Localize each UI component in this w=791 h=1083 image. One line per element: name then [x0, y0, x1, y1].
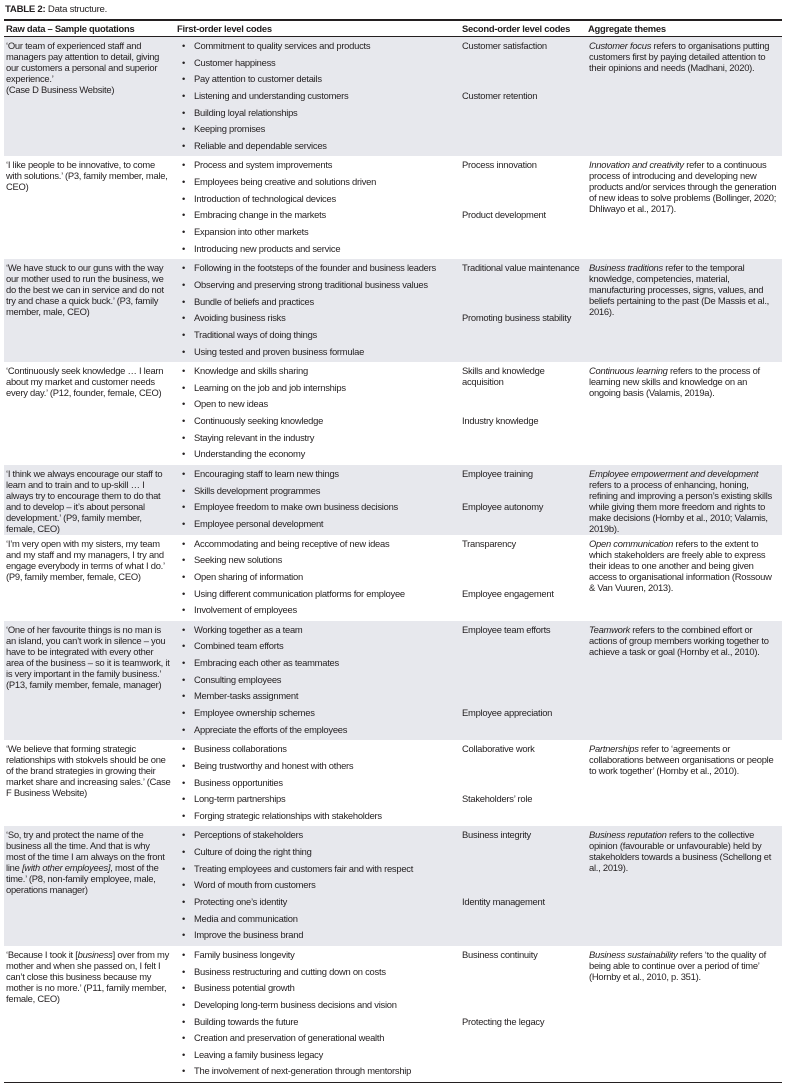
sample-quotation — [4, 39, 175, 155]
bullet-icon: • — [182, 1065, 186, 1077]
second-order-code: Employee autonomy — [462, 501, 544, 513]
aggregate-theme — [586, 828, 782, 944]
table-row — [4, 621, 782, 740]
table-row — [4, 362, 782, 465]
bullet-icon: • — [182, 657, 186, 669]
bullet-icon: • — [182, 517, 186, 529]
bullet-icon: • — [182, 278, 186, 290]
second-order-code: Traditional value maintenance — [462, 262, 580, 274]
quote-text: [with other employees] — [21, 862, 111, 874]
first-order-code — [175, 122, 460, 139]
code-label: Continuously seeking knowledge — [194, 415, 324, 427]
table-row — [4, 535, 782, 621]
first-order-code — [175, 175, 460, 192]
code-label: Commitment to quality services and products — [194, 40, 371, 51]
code-label: Traditional ways of doing things — [194, 328, 317, 340]
bullet-icon: • — [182, 312, 186, 324]
bullet-icon: • — [182, 623, 186, 635]
code-label: Customer happiness — [194, 56, 276, 68]
first-order-code — [175, 311, 460, 328]
second-order-code: Employee training — [462, 468, 533, 480]
code-label: Introduction of technological devices — [194, 192, 336, 204]
code-label: Introducing new products and service — [194, 242, 341, 254]
first-order-code — [175, 72, 460, 89]
first-order-code — [175, 139, 460, 156]
first-order-code — [175, 742, 460, 759]
bullet-icon: • — [182, 929, 186, 941]
code-label: Employee personal development — [194, 517, 324, 529]
code-label: Building towards the future — [194, 1015, 299, 1027]
header-aggregate-themes: Aggregate themes — [588, 23, 666, 34]
first-order-code — [175, 537, 460, 554]
theme-definition: refers to the combined effort or actions of group members working together to achieve a task or goal (Hornby et al., 2010). — [589, 623, 769, 657]
second-order-code: Process innovation — [462, 159, 537, 171]
first-order-code — [175, 809, 460, 826]
first-order-code — [175, 158, 460, 175]
bullet-icon: • — [182, 159, 186, 171]
first-order-code — [175, 776, 460, 793]
code-label: Understanding the economy — [194, 448, 306, 460]
bullet-icon: • — [182, 776, 186, 788]
code-label: Keeping promises — [194, 123, 266, 135]
table-row — [4, 156, 782, 259]
theme-term: Business sustainability — [589, 948, 678, 960]
code-label: Business opportunities — [194, 776, 283, 788]
code-label: Long-term partnerships — [194, 793, 286, 805]
quote-text: ‘I think we always encourage our staff to learn and to train and to up-skill … I always try to encourage them to do that and to develop – it’s about personal development.’ (P9, family member, female, CEO) — [6, 468, 163, 535]
code-label: Media and communication — [194, 912, 298, 924]
first-order-code — [175, 998, 460, 1015]
aggregate-theme — [586, 742, 782, 825]
table-caption — [5, 4, 107, 15]
quote-text: ‘I like people to be innovative, to come with solutions.’ (P3, family member, male, CEO) — [6, 159, 168, 193]
aggregate-theme — [586, 158, 782, 258]
code-label: Leaving a family business legacy — [194, 1048, 324, 1060]
first-order-code — [175, 500, 460, 517]
theme-term: Continuous learning — [589, 365, 668, 377]
aggregate-theme — [586, 948, 782, 1081]
first-order-code — [175, 706, 460, 723]
quote-text: ‘We have stuck to our guns with the way our mother used to run the business, we do the best we can in service and do not try and chase a quick buck.’ (P3, family member, male, CEO) — [6, 262, 164, 318]
bullet-icon: • — [182, 415, 186, 427]
table-row — [4, 259, 782, 362]
header-first-order: First-order level codes — [177, 23, 272, 34]
bullet-icon: • — [182, 862, 186, 874]
bullet-icon: • — [182, 176, 186, 188]
first-order-code — [175, 192, 460, 209]
bullet-icon: • — [182, 759, 186, 771]
bullet-icon: • — [182, 365, 186, 377]
quote-text: ‘Our team of experienced staff and managers pay attention to detail, giving our customers a personal and superior experience.’ — [6, 40, 160, 84]
theme-term: Business reputation — [589, 829, 667, 841]
bullet-icon: • — [182, 706, 186, 718]
table-label: TABLE 2: — [5, 4, 46, 15]
bullet-icon: • — [182, 328, 186, 340]
first-order-code — [175, 225, 460, 242]
bullet-icon: • — [182, 40, 186, 51]
first-order-code — [175, 39, 460, 56]
bullet-icon: • — [182, 398, 186, 410]
code-label: Learning on the job and job internships — [194, 381, 346, 393]
second-order-code: Product development — [462, 209, 546, 221]
code-label: Family business longevity — [194, 948, 295, 960]
first-order-code — [175, 414, 460, 431]
code-label: Reliable and dependable services — [194, 139, 327, 151]
code-label: Combined team efforts — [194, 640, 284, 652]
bullet-icon: • — [182, 948, 186, 960]
theme-term: Employee empowerment and development — [589, 468, 759, 480]
first-order-code — [175, 484, 460, 501]
code-label: Developing long-term business decisions and vision — [194, 998, 397, 1010]
code-label: Business potential growth — [194, 982, 295, 994]
second-order-code: Business integrity — [462, 829, 531, 841]
second-order-code: Business continuity — [462, 948, 538, 960]
code-label: Word of mouth from customers — [194, 879, 316, 891]
theme-term: Partnerships — [589, 743, 639, 755]
code-label: The involvement of next-generation through mentorship — [194, 1065, 412, 1077]
quote-text: ‘Because I took it [ — [6, 948, 78, 960]
code-label: Observing and preserving strong traditional business values — [194, 278, 428, 290]
code-label: Encouraging staff to learn new things — [194, 468, 339, 480]
table-body — [4, 37, 782, 1082]
first-order-code — [175, 106, 460, 123]
first-order-code — [175, 759, 460, 776]
bullet-icon: • — [182, 484, 186, 496]
first-order-code — [175, 623, 460, 640]
bullet-icon: • — [182, 912, 186, 924]
first-order-code — [175, 447, 460, 464]
table-row — [4, 826, 782, 945]
code-label: Appreciate the efforts of the employees — [194, 723, 348, 735]
theme-term: Business traditions — [589, 262, 663, 274]
bullet-icon: • — [182, 743, 186, 755]
code-label: Protecting one’s identity — [194, 896, 288, 908]
quote-text: business — [77, 948, 113, 960]
code-label: Treating employees and customers fair and with respect — [194, 862, 414, 874]
bullet-icon: • — [182, 448, 186, 460]
bullet-icon: • — [182, 262, 186, 274]
code-label: Creation and preservation of generational wealth — [194, 1032, 385, 1044]
first-order-code — [175, 517, 460, 534]
first-order-code — [175, 570, 460, 587]
bullet-icon: • — [182, 673, 186, 685]
second-order-code: Transparency — [462, 537, 516, 549]
second-order-code: Identity management — [462, 896, 545, 908]
first-order-code — [175, 981, 460, 998]
first-order-code — [175, 723, 460, 740]
header-raw-data: Raw data – Sample quotations — [6, 23, 135, 34]
code-label: Employee ownership schemes — [194, 706, 315, 718]
first-order-code — [175, 965, 460, 982]
first-order-code — [175, 397, 460, 414]
first-order-code — [175, 278, 460, 295]
table-row — [4, 946, 782, 1082]
quote-text: , most of the time.’ (P8, non-family employee, male, operations manager) — [6, 862, 159, 896]
first-order-code — [175, 261, 460, 278]
bullet-icon: • — [182, 226, 186, 238]
first-order-code — [175, 328, 460, 345]
bullet-icon: • — [182, 537, 186, 549]
second-order-code: Employee appreciation — [462, 706, 553, 718]
second-order-code: Promoting business stability — [462, 312, 572, 324]
theme-definition: refers to a process of enhancing, honing, refining and improving a person’s existing skills while giving them more freedom and rights to make decisions (Hornby et al., 2010; Valamis, 2019b). — [589, 479, 772, 535]
bullet-icon: • — [182, 554, 186, 566]
second-order-code: Customer satisfaction — [462, 40, 547, 51]
data-structure-table — [4, 19, 782, 1083]
aggregate-theme — [586, 39, 782, 155]
second-order-code: Stakeholders’ role — [462, 793, 533, 805]
code-label: Open to new ideas — [194, 398, 268, 410]
bullet-icon: • — [182, 809, 186, 821]
first-order-code — [175, 828, 460, 845]
code-label: Expansion into other markets — [194, 226, 309, 238]
first-order-code — [175, 381, 460, 398]
first-order-code — [175, 878, 460, 895]
code-label: Involvement of employees — [194, 604, 297, 616]
bullet-icon: • — [182, 56, 186, 68]
bullet-icon: • — [182, 793, 186, 805]
bullet-icon: • — [182, 879, 186, 891]
bullet-icon: • — [182, 998, 186, 1010]
first-order-code — [175, 295, 460, 312]
first-order-code — [175, 845, 460, 862]
theme-definition: refers to the process of learning new skills and knowledge on an ongoing basis (Valamis, 2019a). — [589, 365, 760, 399]
sample-quotation — [4, 158, 175, 258]
code-label: Staying relevant in the industry — [194, 431, 315, 443]
table-header — [4, 21, 782, 37]
first-order-code — [175, 689, 460, 706]
sample-quotation — [4, 537, 175, 620]
second-order-code: Industry knowledge — [462, 415, 539, 427]
bullet-icon: • — [182, 468, 186, 480]
second-order-code: Collaborative work — [462, 743, 535, 755]
first-order-code — [175, 1048, 460, 1065]
theme-definition: refers ‘to the quality of being able to continue over a period of time’ (Hornby et al., 2010, p. 351). — [589, 948, 766, 982]
first-order-code — [175, 895, 460, 912]
first-order-code — [175, 208, 460, 225]
bullet-icon: • — [182, 1015, 186, 1027]
quote-text: ] over from my mother and when she passed on, I felt I can’t close this business because my mother is no more.’ (P11, family member, female, CEO) — [6, 948, 170, 1004]
second-order-code: Customer retention — [462, 89, 538, 101]
quote-text: ‘We believe that forming strategic relationships with stokvels should be one of the brand strategies in growing their market share and increasing sales.’ (Case F Business Website) — [6, 743, 171, 799]
first-order-code — [175, 364, 460, 381]
bullet-icon: • — [182, 295, 186, 307]
aggregate-theme — [586, 364, 782, 464]
code-label: Member-tasks assignment — [194, 690, 299, 702]
bullet-icon: • — [182, 106, 186, 118]
code-label: Being trustworthy and honest with others — [194, 759, 354, 771]
second-order-code: Employee team efforts — [462, 623, 551, 635]
bullet-icon: • — [182, 846, 186, 858]
first-order-code — [175, 56, 460, 73]
theme-term: Customer focus — [589, 40, 652, 51]
bullet-icon: • — [182, 139, 186, 151]
quote-text: ‘So, try and protect the name of the business all the time. And that is why most of the time I am always on the front line — [6, 829, 165, 874]
theme-term: Open communication — [589, 537, 674, 549]
first-order-code — [175, 639, 460, 656]
theme-term: Innovation and creativity — [589, 159, 684, 171]
first-order-code — [175, 431, 460, 448]
code-label: Process and system improvements — [194, 159, 333, 171]
second-order-code: Protecting the legacy — [462, 1015, 545, 1027]
quote-text: ‘One of her favourite things is no man is an island, you can’t work in silence – you have to be integrated with every other area of the business – so it is teamwork, it is very important in the family business.’ (P13, family member, female, manager) — [6, 623, 170, 690]
bullet-icon: • — [182, 982, 186, 994]
bullet-icon: • — [182, 1048, 186, 1060]
code-label: Employees being creative and solutions driven — [194, 176, 377, 188]
theme-definition: refers to the collective opinion (favourable or unfavourable) held by stakeholders towards a business (Schellong et al., 2019). — [589, 829, 772, 874]
sample-quotation — [4, 623, 175, 739]
table-row — [4, 740, 782, 826]
table-title: Data structure. — [45, 4, 108, 15]
first-order-code — [175, 1064, 460, 1081]
first-order-code — [175, 1031, 460, 1048]
first-order-code — [175, 603, 460, 620]
code-label: Building loyal relationships — [194, 106, 298, 118]
first-order-code — [175, 862, 460, 879]
bullet-icon: • — [182, 345, 186, 357]
bullet-icon: • — [182, 89, 186, 101]
second-order-code: Skills and knowledge acquisition — [462, 365, 545, 388]
theme-definition: refer to the temporal knowledge, competencies, material, manufacturing processes, signs, values, and beliefs pertaining to the past (De Massis et al., 2016). — [589, 262, 770, 318]
theme-definition: refer to ‘agreements or collaborations between organisations or people to work together’ (Hornby et al., 2010). — [589, 743, 774, 777]
code-label: Embracing change in the markets — [194, 209, 326, 221]
quote-text: (Case D Business Website) — [6, 84, 115, 95]
bullet-icon: • — [182, 723, 186, 735]
sample-quotation — [4, 364, 175, 464]
code-label: Consulting employees — [194, 673, 282, 685]
code-label: Improve the business brand — [194, 929, 304, 941]
bullet-icon: • — [182, 242, 186, 254]
quote-text: ‘Continuously seek knowledge … I learn about my market and customer needs every day.’ (P12, founder, female, CEO) — [6, 365, 164, 399]
first-order-code — [175, 792, 460, 809]
code-label: Skills development programmes — [194, 484, 321, 496]
code-label: Pay attention to customer details — [194, 73, 322, 85]
code-label: Knowledge and skills sharing — [194, 365, 308, 377]
bullet-icon: • — [182, 209, 186, 221]
code-label: Forging strategic relationships with stakeholders — [194, 809, 382, 821]
bullet-icon: • — [182, 604, 186, 616]
bullet-icon: • — [182, 381, 186, 393]
code-label: Accommodating and being receptive of new ideas — [194, 537, 390, 549]
code-label: Avoiding business risks — [194, 312, 286, 324]
code-label: Perceptions of stakeholders — [194, 829, 303, 841]
bullet-icon: • — [182, 640, 186, 652]
code-label: Employee freedom to make own business decisions — [194, 501, 398, 513]
bullet-icon: • — [182, 690, 186, 702]
first-order-code — [175, 948, 460, 965]
header-second-order: Second-order level codes — [462, 23, 571, 34]
bullet-icon: • — [182, 192, 186, 204]
bullet-icon: • — [182, 896, 186, 908]
sample-quotation — [4, 261, 175, 361]
bullet-icon: • — [182, 73, 186, 85]
code-label: Business collaborations — [194, 743, 287, 755]
code-label: Bundle of beliefs and practices — [194, 295, 314, 307]
bullet-icon: • — [182, 431, 186, 443]
first-order-code — [175, 1015, 460, 1032]
code-label: Open sharing of information — [194, 570, 303, 582]
bullet-icon: • — [182, 965, 186, 977]
sample-quotation — [4, 948, 175, 1081]
aggregate-theme — [586, 261, 782, 361]
aggregate-theme — [586, 467, 782, 534]
first-order-code — [175, 587, 460, 604]
second-order-code: Employee engagement — [462, 587, 554, 599]
first-order-code — [175, 928, 460, 945]
aggregate-theme — [586, 537, 782, 620]
first-order-code — [175, 467, 460, 484]
theme-definition: refers to organisations putting customers first by paying detailed attention to their opinions and needs (Madhani, 2020). — [589, 40, 770, 73]
code-label: Using tested and proven business formulae — [194, 345, 365, 357]
bullet-icon: • — [182, 829, 186, 841]
first-order-code — [175, 89, 460, 106]
sample-quotation — [4, 467, 175, 534]
bullet-icon: • — [182, 123, 186, 135]
first-order-code — [175, 242, 460, 259]
code-label: Following in the footsteps of the founder and business leaders — [194, 262, 436, 274]
table-row — [4, 37, 782, 156]
bullet-icon: • — [182, 587, 186, 599]
code-label: Business restructuring and cutting down on costs — [194, 965, 386, 977]
first-order-code — [175, 673, 460, 690]
bullet-icon: • — [182, 501, 186, 513]
quote-text: ‘I’m very open with my sisters, my team and my staff and my managers, I try and engage everybody in terms of what I do.’ (P9, family member, female, CEO) — [6, 537, 165, 582]
sample-quotation — [4, 742, 175, 825]
first-order-code — [175, 912, 460, 929]
code-label: Using different communication platforms for employee — [194, 587, 405, 599]
bullet-icon: • — [182, 1032, 186, 1044]
code-label: Culture of doing the right thing — [194, 846, 312, 858]
code-label: Embracing each other as teammates — [194, 657, 339, 669]
code-label: Seeking new solutions — [194, 554, 283, 566]
table-row — [4, 465, 782, 535]
code-label: Listening and understanding customers — [194, 89, 349, 101]
bullet-icon: • — [182, 570, 186, 582]
theme-term: Teamwork — [589, 623, 630, 635]
theme-definition: refer to a continuous process of introducing and developing new products and/or services through the generation of new ideas to solve problems (Bollinger, 2020; Dhliwayo et al., 2017). — [589, 159, 777, 215]
sample-quotation — [4, 828, 175, 944]
code-label: Working together as a team — [194, 623, 303, 635]
theme-definition: refers to the extent to which stakeholders are freely able to express their ideas to one another and being given access to organisational information (Rossouw & Van Vuuren, 2013). — [589, 537, 772, 593]
aggregate-theme — [586, 623, 782, 739]
first-order-code — [175, 553, 460, 570]
first-order-code — [175, 656, 460, 673]
first-order-code — [175, 345, 460, 362]
